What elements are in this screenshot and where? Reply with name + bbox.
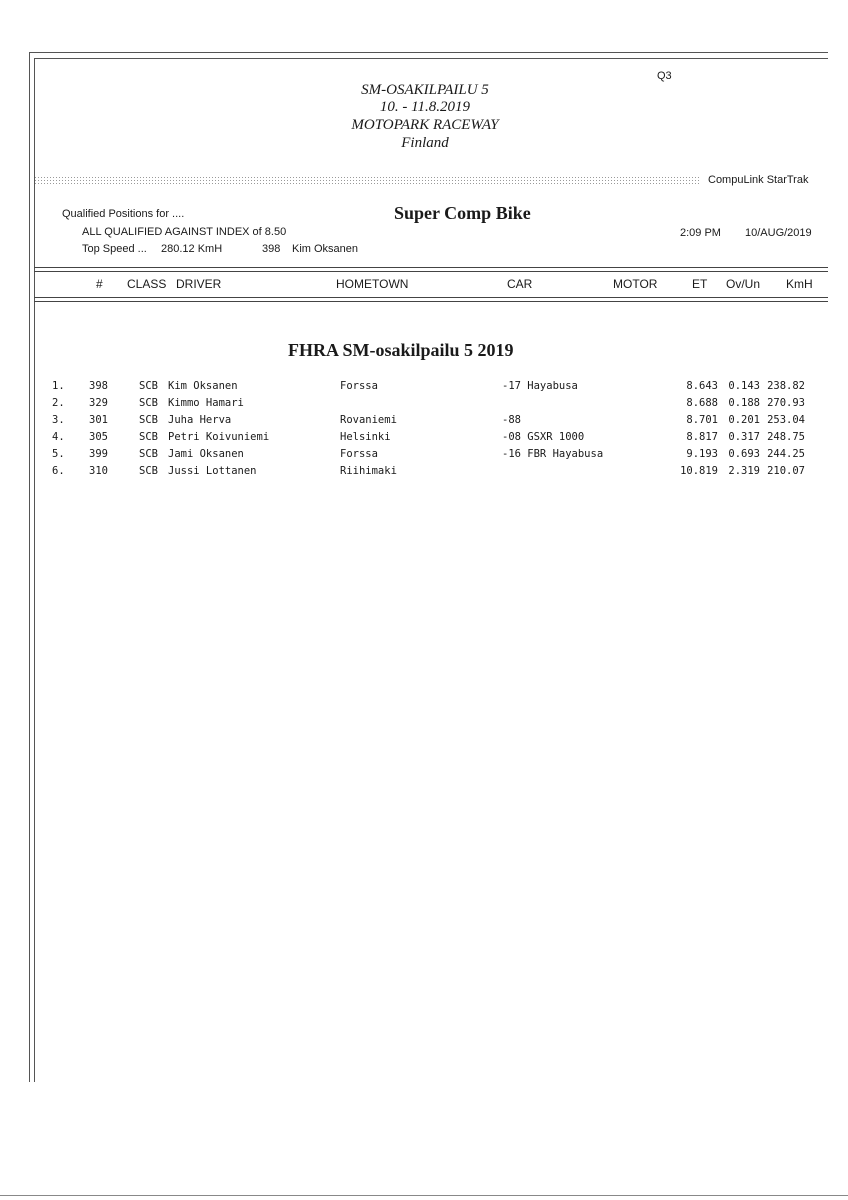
divider	[34, 267, 828, 268]
system-name: CompuLink StarTrak	[708, 174, 809, 186]
row-ovun: 0.188	[728, 397, 760, 409]
row-number: 305	[89, 431, 108, 443]
table-row	[0, 397, 848, 414]
row-et: 8.701	[686, 414, 718, 426]
index-line: ALL QUALIFIED AGAINST INDEX of 8.50	[82, 226, 287, 238]
top-speed-label: Top Speed ...	[82, 243, 147, 255]
col-et: ET	[692, 277, 708, 291]
col-car: CAR	[507, 277, 533, 291]
top-speed-value: 280.12 KmH	[161, 243, 223, 255]
class-title: Super Comp Bike	[394, 203, 531, 223]
row-hometown: Rovaniemi	[340, 414, 397, 426]
row-hometown: Riihimaki	[340, 465, 397, 477]
row-et: 8.643	[686, 380, 718, 392]
frame-line	[34, 58, 35, 1082]
row-et: 8.688	[686, 397, 718, 409]
dotted-band	[34, 176, 700, 186]
event-country: Finland	[401, 135, 449, 151]
row-position: 3.	[52, 414, 65, 426]
row-position: 4.	[52, 431, 65, 443]
row-driver: Petri Koivuniemi	[168, 431, 270, 443]
col-class: CLASS	[127, 277, 167, 291]
row-kmh: 210.07	[767, 465, 805, 477]
row-hometown: Helsinki	[340, 431, 391, 443]
divider	[34, 271, 828, 272]
row-kmh: 270.93	[767, 397, 805, 409]
row-hometown: Forssa	[340, 380, 378, 392]
row-kmh: 244.25	[767, 448, 805, 460]
divider	[34, 301, 828, 302]
row-driver: Jussi Lottanen	[168, 465, 257, 477]
row-position: 5.	[52, 448, 65, 460]
row-class: SCB	[139, 465, 158, 477]
top-speed-car: 398	[262, 243, 281, 255]
row-class: SCB	[139, 397, 158, 409]
frame-line	[29, 52, 828, 53]
table-row	[0, 380, 848, 397]
row-position: 2.	[52, 397, 65, 409]
event-dates: 10. - 11.8.2019	[379, 99, 471, 115]
qualified-label: Qualified Positions for ....	[62, 208, 185, 220]
report-time: 2:09 PM	[680, 227, 721, 239]
row-et: 10.819	[680, 465, 718, 477]
row-et: 9.193	[686, 448, 718, 460]
row-et: 8.817	[686, 431, 718, 443]
col-motor: MOTOR	[613, 277, 658, 291]
session-code: Q3	[657, 70, 672, 82]
row-driver: Kim Oksanen	[168, 380, 238, 392]
col-kmh: KmH	[786, 277, 813, 291]
section-title: FHRA SM-osakilpailu 5 2019	[288, 340, 514, 360]
row-position: 1.	[52, 380, 65, 392]
row-driver: Juha Herva	[168, 414, 232, 426]
row-class: SCB	[139, 448, 158, 460]
row-ovun: 2.319	[728, 465, 760, 477]
frame-line	[29, 52, 30, 1082]
event-venue: MOTOPARK RACEWAY	[351, 117, 499, 133]
row-car: -08 GSXR 1000	[502, 431, 585, 443]
table-row	[0, 431, 848, 448]
row-car: -88	[502, 414, 521, 426]
col-driver: DRIVER	[176, 277, 222, 291]
row-number: 398	[89, 380, 108, 392]
row-class: SCB	[139, 380, 158, 392]
row-hometown: Forssa	[340, 448, 378, 460]
col-ovun: Ov/Un	[726, 277, 761, 291]
row-kmh: 253.04	[767, 414, 805, 426]
frame-line	[34, 58, 828, 59]
row-class: SCB	[139, 414, 158, 426]
frame-line	[0, 1195, 848, 1196]
row-position: 6.	[52, 465, 65, 477]
row-kmh: 238.82	[767, 380, 805, 392]
report-date: 10/AUG/2019	[745, 227, 812, 239]
row-car: -16 FBR Hayabusa	[502, 448, 604, 460]
col-num: #	[96, 277, 103, 291]
row-ovun: 0.693	[728, 448, 760, 460]
row-car: -17 Hayabusa	[502, 380, 578, 392]
row-ovun: 0.143	[728, 380, 760, 392]
top-speed-driver: Kim Oksanen	[292, 243, 359, 255]
table-row	[0, 465, 848, 482]
row-number: 329	[89, 397, 108, 409]
row-class: SCB	[139, 431, 158, 443]
row-ovun: 0.317	[728, 431, 760, 443]
row-driver: Kimmo Hamari	[168, 397, 244, 409]
table-row	[0, 448, 848, 465]
row-driver: Jami Oksanen	[168, 448, 244, 460]
row-kmh: 248.75	[767, 431, 805, 443]
event-name: SM-OSAKILPAILU 5	[361, 82, 489, 98]
table-row	[0, 414, 848, 431]
row-number: 310	[89, 465, 108, 477]
row-ovun: 0.201	[728, 414, 760, 426]
row-number: 301	[89, 414, 108, 426]
row-number: 399	[89, 448, 108, 460]
divider	[34, 297, 828, 298]
col-hometown: HOMETOWN	[336, 277, 409, 291]
